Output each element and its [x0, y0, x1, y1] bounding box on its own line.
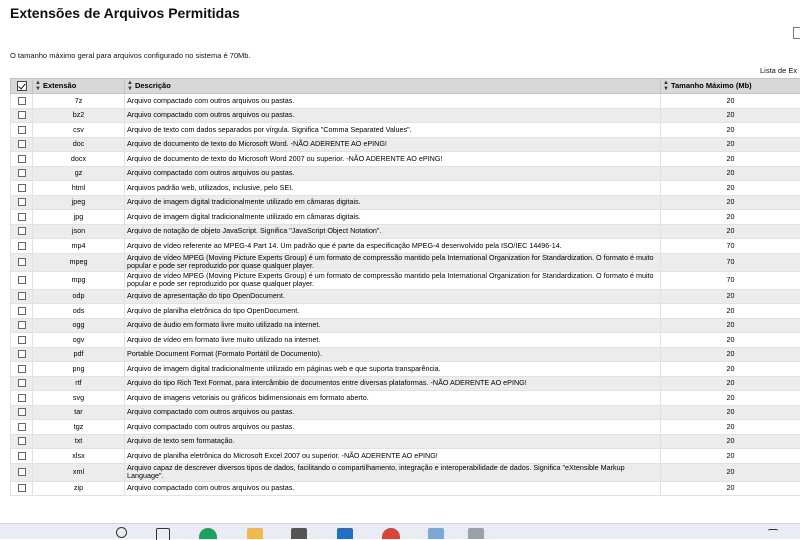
table-caption: Lista de Ex — [760, 66, 797, 75]
row-checkbox[interactable] — [18, 111, 26, 119]
app-icon[interactable] — [468, 528, 484, 539]
description-cell: Arquivo de notação de objeto JavaScript. Significa "JavaScript Object Notation". — [125, 224, 661, 239]
table-header-row — [11, 79, 800, 94]
table-row[interactable] — [11, 108, 800, 123]
extension-cell: csv — [33, 123, 125, 138]
table-row[interactable] — [11, 304, 800, 319]
row-select-cell — [11, 94, 33, 109]
row-select-cell — [11, 333, 33, 348]
column-header-max-size[interactable] — [661, 79, 800, 94]
table-row[interactable] — [11, 333, 800, 348]
row-select-cell — [11, 463, 33, 481]
max-size-cell: 20 — [661, 481, 800, 496]
row-select-cell — [11, 347, 33, 362]
max-size-cell: 70 — [661, 239, 800, 254]
row-checkbox[interactable] — [18, 292, 26, 300]
description-cell: Arquivo de áudio em formato livre muito utilizado na internet. — [125, 318, 661, 333]
row-select-cell — [11, 137, 33, 152]
sort-icon[interactable]: ▲ ▼ — [663, 80, 669, 92]
extension-cell: txt — [33, 434, 125, 449]
store-icon[interactable] — [291, 528, 307, 539]
max-size-cell: 20 — [661, 449, 800, 464]
max-size-cell: 20 — [661, 333, 800, 348]
task-view-icon[interactable] — [156, 528, 170, 540]
extension-cell: mpg — [33, 271, 125, 289]
max-size-cell: 20 — [661, 137, 800, 152]
max-size-cell: 20 — [661, 210, 800, 225]
table-row[interactable] — [11, 347, 800, 362]
max-size-cell: 20 — [661, 289, 800, 304]
extension-cell: odp — [33, 289, 125, 304]
mail-icon[interactable] — [337, 528, 353, 539]
description-cell: Arquivo compactado com outros arquivos ou pastas. — [125, 108, 661, 123]
row-select-cell — [11, 405, 33, 420]
file-explorer-icon[interactable] — [247, 528, 263, 539]
description-cell: Arquivo de imagem digital tradicionalmente utilizado em páginas web e que suporta transparência. — [125, 362, 661, 377]
extension-cell: pdf — [33, 347, 125, 362]
row-checkbox[interactable] — [18, 423, 26, 431]
description-cell: Arquivo de imagens vetoriais ou gráficos bidimensionais em formato aberto. — [125, 391, 661, 406]
description-cell: Arquivo compactado com outros arquivos ou pastas. — [125, 481, 661, 496]
table-row[interactable] — [11, 420, 800, 435]
table-row[interactable] — [11, 481, 800, 496]
max-size-cell: 20 — [661, 94, 800, 109]
row-checkbox[interactable] — [18, 336, 26, 344]
row-select-cell — [11, 449, 33, 464]
row-select-cell — [11, 434, 33, 449]
extension-cell: tar — [33, 405, 125, 420]
description-cell: Arquivo de imagem digital tradicionalmente utilizado em câmaras digitais. — [125, 210, 661, 225]
extension-cell: rtf — [33, 376, 125, 391]
extension-cell: bz2 — [33, 108, 125, 123]
row-select-cell — [11, 181, 33, 196]
extension-cell: zip — [33, 481, 125, 496]
max-size-cell: 20 — [661, 391, 800, 406]
column-label-description: Descrição — [135, 81, 171, 90]
table-body — [11, 94, 800, 496]
row-checkbox[interactable] — [18, 242, 26, 250]
select-all-header[interactable] — [11, 79, 33, 94]
description-cell: Arquivo de documento de texto do Microsoft Word 2007 ou superior. -NÃO ADERENTE AO ePING! — [125, 152, 661, 167]
max-size-cell: 20 — [661, 166, 800, 181]
description-cell: Arquivo de planilha eletrônica do Microsoft Excel 2007 ou superior. -NÃO ADERENTE AO ePING! — [125, 449, 661, 464]
row-select-cell — [11, 195, 33, 210]
system-tray-icon[interactable] — [768, 529, 778, 538]
row-select-cell — [11, 224, 33, 239]
row-select-cell — [11, 481, 33, 496]
extension-cell: svg — [33, 391, 125, 406]
row-select-cell — [11, 123, 33, 138]
table-row[interactable] — [11, 271, 800, 289]
max-size-info: O tamanho máximo geral para arquivos configurado no sistema é 70Mb. — [10, 51, 251, 60]
row-select-cell — [11, 166, 33, 181]
row-checkbox[interactable] — [18, 379, 26, 387]
extension-cell: docx — [33, 152, 125, 167]
row-select-cell — [11, 108, 33, 123]
description-cell: Portable Document Format (Formato Portátil de Documento). — [125, 347, 661, 362]
table-row[interactable] — [11, 362, 800, 377]
description-cell: Arquivo compactado com outros arquivos ou pastas. — [125, 166, 661, 181]
max-size-cell: 20 — [661, 318, 800, 333]
extension-cell: png — [33, 362, 125, 377]
table-row[interactable] — [11, 318, 800, 333]
row-checkbox[interactable] — [18, 126, 26, 134]
max-size-cell: 20 — [661, 181, 800, 196]
extension-cell: ods — [33, 304, 125, 319]
description-cell: Arquivo de vídeo em formato livre muito utilizado na internet. — [125, 333, 661, 348]
row-select-cell — [11, 152, 33, 167]
row-checkbox[interactable] — [18, 169, 26, 177]
extensions-table — [10, 78, 800, 496]
row-select-cell — [11, 362, 33, 377]
select-all-checkbox[interactable] — [17, 81, 27, 91]
description-cell: Arquivo de vídeo MPEG (Moving Picture Experts Group) é um formato de compressão mantido pela International Organization for Standardization. O formato é muito popular e pode ser reproduzido por quase qualquer player. — [125, 271, 661, 289]
description-cell: Arquivo de planilha eletrônica do tipo OpenDocument. — [125, 304, 661, 319]
description-cell: Arquivo de imagem digital tradicionalmente utilizado em câmaras digitais. — [125, 195, 661, 210]
row-select-cell — [11, 289, 33, 304]
description-cell: Arquivo capaz de descrever diversos tipos de dados, facilitando o compartilhamento, integração e interoperabilidade de dados. Significa "eXtensible Markup Language". — [125, 463, 661, 481]
row-select-cell — [11, 271, 33, 289]
row-select-cell — [11, 239, 33, 254]
extension-cell: 7z — [33, 94, 125, 109]
table-row[interactable] — [11, 166, 800, 181]
max-size-cell: 70 — [661, 253, 800, 271]
table-row[interactable] — [11, 210, 800, 225]
description-cell: Arquivo compactado com outros arquivos ou pastas. — [125, 405, 661, 420]
max-size-cell: 20 — [661, 195, 800, 210]
row-checkbox[interactable] — [18, 484, 26, 492]
table-row[interactable] — [11, 239, 800, 254]
table-row[interactable] — [11, 94, 800, 109]
row-checkbox[interactable] — [18, 437, 26, 445]
max-size-cell: 20 — [661, 304, 800, 319]
max-size-cell: 70 — [661, 271, 800, 289]
description-cell: Arquivo de apresentação do tipo OpenDocument. — [125, 289, 661, 304]
description-cell: Arquivo de texto sem formatação. — [125, 434, 661, 449]
description-cell: Arquivo de vídeo MPEG (Moving Picture Experts Group) é um formato de compressão mantido pela International Organization for Standardization. O formato é muito popular e pode ser reproduzido por quase qualquer player. — [125, 253, 661, 271]
row-checkbox[interactable] — [18, 140, 26, 148]
chrome-icon[interactable] — [382, 528, 400, 539]
description-cell: Arquivo compactado com outros arquivos ou pastas. — [125, 94, 661, 109]
table-row[interactable] — [11, 405, 800, 420]
max-size-cell: 20 — [661, 362, 800, 377]
row-select-cell — [11, 253, 33, 271]
row-checkbox[interactable] — [18, 198, 26, 206]
row-select-cell — [11, 318, 33, 333]
row-checkbox[interactable] — [18, 394, 26, 402]
max-size-cell: 20 — [661, 152, 800, 167]
table-row[interactable] — [11, 449, 800, 464]
max-size-cell: 20 — [661, 405, 800, 420]
max-size-cell: 20 — [661, 347, 800, 362]
row-select-cell — [11, 210, 33, 225]
sort-icon[interactable]: ▲ ▼ — [35, 80, 41, 92]
window-control-icon[interactable] — [793, 27, 800, 39]
extension-cell: gz — [33, 166, 125, 181]
taskbar — [0, 523, 800, 539]
row-checkbox[interactable] — [18, 276, 26, 284]
table-row[interactable] — [11, 376, 800, 391]
description-cell: Arquivos padrão web, utilizados, inclusive, pelo SEI. — [125, 181, 661, 196]
description-cell: Arquivo de documento de texto do Microsoft Word. -NÃO ADERENTE AO ePING! — [125, 137, 661, 152]
extension-cell: xml — [33, 463, 125, 481]
description-cell: Arquivo compactado com outros arquivos ou pastas. — [125, 420, 661, 435]
table-row[interactable] — [11, 195, 800, 210]
table-row[interactable] — [11, 463, 800, 481]
max-size-cell: 20 — [661, 224, 800, 239]
extension-cell: tgz — [33, 420, 125, 435]
row-select-cell — [11, 304, 33, 319]
table-row[interactable] — [11, 253, 800, 271]
extension-cell: mpeg — [33, 253, 125, 271]
row-checkbox[interactable] — [18, 184, 26, 192]
extension-cell: doc — [33, 137, 125, 152]
row-select-cell — [11, 376, 33, 391]
extension-cell: html — [33, 181, 125, 196]
search-icon[interactable] — [116, 527, 127, 538]
column-label-max-size: Tamanho Máximo (Mb) — [671, 81, 752, 90]
table-row[interactable] — [11, 434, 800, 449]
row-checkbox[interactable] — [18, 408, 26, 416]
row-checkbox[interactable] — [18, 321, 26, 329]
description-cell: Arquivo de texto com dados separados por vírgula. Significa "Comma Separated Values". — [125, 123, 661, 138]
row-checkbox[interactable] — [18, 452, 26, 460]
row-checkbox[interactable] — [18, 307, 26, 315]
row-checkbox[interactable] — [18, 468, 26, 476]
row-checkbox[interactable] — [18, 155, 26, 163]
extensions-table-container — [10, 78, 800, 496]
table-row[interactable] — [11, 181, 800, 196]
row-checkbox[interactable] — [18, 227, 26, 235]
table-row[interactable] — [11, 123, 800, 138]
row-select-cell — [11, 391, 33, 406]
column-header-description[interactable] — [125, 79, 661, 94]
table-row[interactable] — [11, 152, 800, 167]
max-size-cell: 20 — [661, 434, 800, 449]
row-checkbox[interactable] — [18, 350, 26, 358]
row-checkbox[interactable] — [18, 365, 26, 373]
row-checkbox[interactable] — [18, 97, 26, 105]
extension-cell: xlsx — [33, 449, 125, 464]
description-cell: Arquivo do tipo Rich Text Format, para intercâmbio de documentos entre diversas plataformas. -NÃO ADERENTE AO ePING! — [125, 376, 661, 391]
row-select-cell — [11, 420, 33, 435]
column-label-extension: Extensão — [43, 81, 76, 90]
table-row[interactable] — [11, 224, 800, 239]
extension-cell: jpg — [33, 210, 125, 225]
edge-icon[interactable] — [199, 528, 217, 539]
column-header-extension[interactable] — [33, 79, 125, 94]
row-checkbox[interactable] — [18, 258, 26, 266]
max-size-cell: 20 — [661, 123, 800, 138]
extension-cell: json — [33, 224, 125, 239]
max-size-cell: 20 — [661, 376, 800, 391]
max-size-cell: 20 — [661, 463, 800, 481]
extension-cell: jpeg — [33, 195, 125, 210]
table-row[interactable] — [11, 137, 800, 152]
max-size-cell: 20 — [661, 420, 800, 435]
extension-cell: ogg — [33, 318, 125, 333]
table-row[interactable] — [11, 391, 800, 406]
sort-icon[interactable]: ▲ ▼ — [127, 80, 133, 92]
description-cell: Arquivo de vídeo referente ao MPEG-4 Part 14. Um padrão que é parte da especificação MPEG-4 desenvolvido pela ISO/IEC 14496-14. — [125, 239, 661, 254]
notepad-icon[interactable] — [428, 528, 444, 539]
extension-cell: mp4 — [33, 239, 125, 254]
table-row[interactable] — [11, 289, 800, 304]
page-title: Extensões de Arquivos Permitidas — [10, 5, 240, 21]
max-size-cell: 20 — [661, 108, 800, 123]
extension-cell: ogv — [33, 333, 125, 348]
row-checkbox[interactable] — [18, 213, 26, 221]
